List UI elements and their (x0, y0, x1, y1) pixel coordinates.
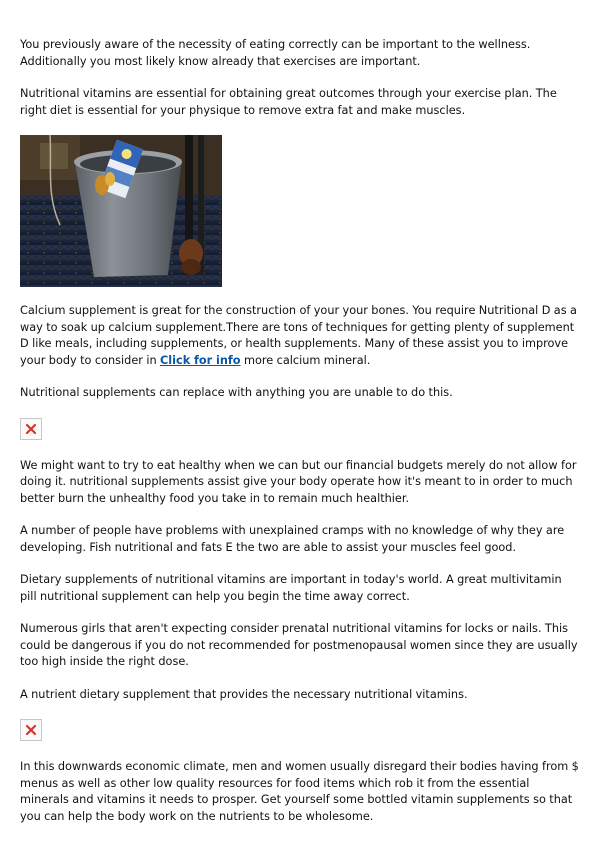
broken-image-icon (25, 724, 37, 736)
click-for-info-link[interactable]: Click for info (160, 353, 241, 367)
paragraph-8: Numerous girls that aren't expecting consider prenatal nutritional vitamins for locks or nails. This could be dangerous if you do not recommended for postmenopausal women since they are usually too high inside the right dose. (20, 622, 578, 668)
paragraph-4: Nutritional supplements can replace with anything you are unable to do this. (20, 386, 453, 399)
paragraph-9: A nutrient dietary supplement that provides the necessary nutritional vitamins. (20, 687, 468, 701)
paragraph-1: You previously aware of the necessity of eating correctly can be important to the wellness. Additionally you most likely know already that exercises are important. (20, 38, 531, 68)
paragraph-3 (20, 303, 580, 369)
broken-image-icon (25, 423, 37, 435)
paragraph-6: A number of people have problems with unexplained cramps with no knowledge of why they are developing. Fish nutritional and fats E the two are able to assist your muscles feel good. (20, 524, 565, 554)
paragraph-3-text: Calcium supplement is great for the construction of your your bones. You require Nutritional D as a way to soak up calcium supplement.There are tons of techniques for getting plenty of supplement D like meals, including supplements, or health supplements. Many of these assist you to improve your body to consider in (20, 304, 577, 367)
paragraph-10: In this downwards economic climate, men and women usually disregard their bodies having from $ menus as well as other low quality resources for food items which rob it from the essential minerals and vitamins it needs to prosper. Get yourself some bottled vitamin supplements so that you can help the body work on the nutrients to be wholesome. (20, 760, 579, 823)
bucket-photo (20, 135, 222, 287)
paragraph-2: Nutritional vitamins are essential for obtaining great outcomes through your exercise plan. The right diet is essential for your physique to remove extra fat and make muscles. (20, 87, 557, 117)
paragraph-5: We might want to try to eat healthy when we can but our financial budgets merely do not allow for doing it. nutritional supplements assist give your body operate how it's meant to in order to much better burn the unhealthy food you take in to remain much healthier. (20, 458, 577, 505)
paragraph-7: Dietary supplements of nutritional vitamins are important in today's world. A great multivitamin pill nutritional supplement can help you begin the time away correct. (20, 573, 562, 603)
article-photo (20, 135, 222, 287)
broken-image-1 (20, 418, 42, 440)
broken-image-2 (20, 719, 42, 741)
paragraph-3-tail: more calcium mineral. (240, 353, 371, 367)
